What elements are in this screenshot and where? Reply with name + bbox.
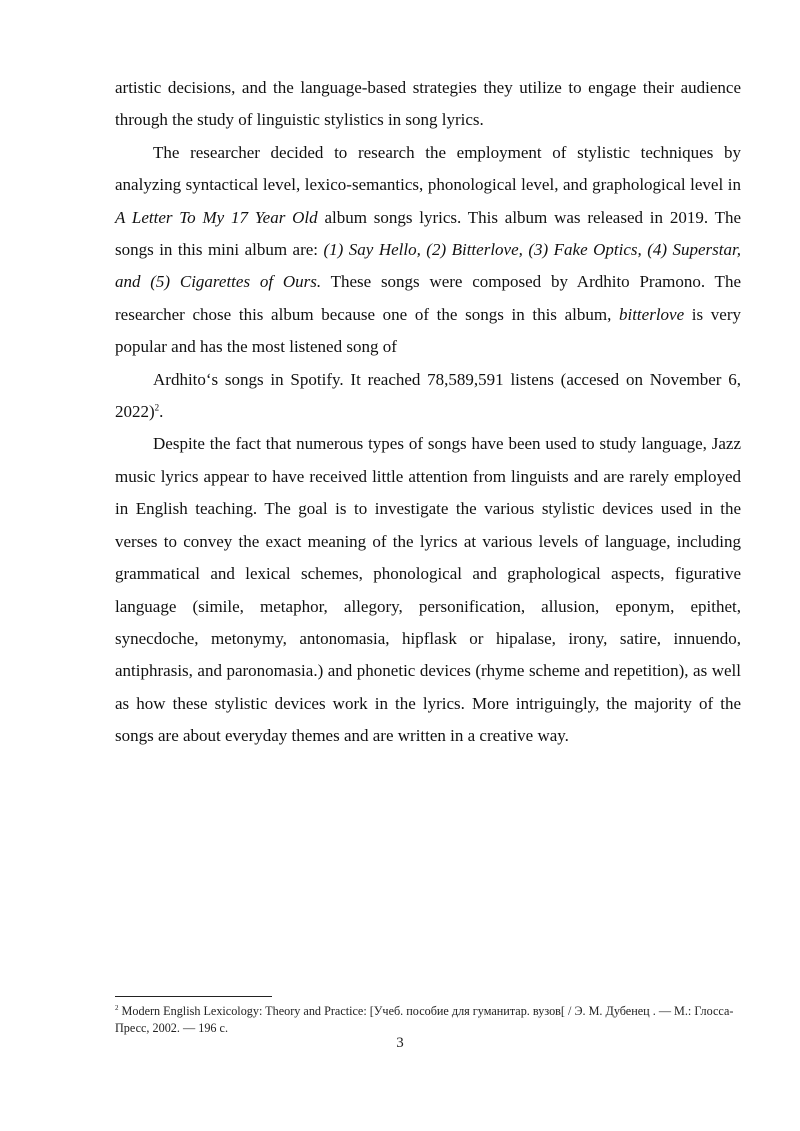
paragraph-1-text: artistic decisions, and the language-based strategies they utilize to engage their audience through the study of linguistic stylistics in song lyrics. [115, 78, 741, 130]
song-highlight: bitterlove [618, 304, 685, 324]
footnote-text: Modern English Lexicology: Theory and Practice: [Учеб. пособие для гуманитар. вузов[ / Э. М. Дубенец . — М.: Глосса-Пресс, 2002. — 196 с. [115, 1004, 734, 1035]
paragraph-2-text-a: The researcher decided to research the employment of stylistic techniques by analyzing syntactical level, lexico-semantics, phonological level, and graphological level in [115, 142, 741, 195]
page-number: 3 [396, 1035, 404, 1051]
paragraph-2 [115, 137, 741, 364]
footnote [115, 1003, 741, 1037]
footnote-marker: 2 [115, 1003, 119, 1012]
paragraph-4-text: Despite the fact that numerous types of songs have been used to study language, Jazz music lyrics appear to have received little attention from linguists and are rarely employed in English teaching. The goal is to investigate the various stylistic devices used in the verses to convey the exact meaning of the lyrics at various levels of language, including grammatical and lexical schemes, phonological and graphological aspects, figurative language (simile, metaphor, allegory, personification, allusion, eponym, epithet, synecdoche, metonymy, antonomasia, hipflask or hipalase, irony, satire, innuendo, antiphrasis, and paronomasia.) and phonetic devices (rhyme scheme and repetition), as well as how these stylistic devices work in the lyrics. More intriguingly, the majority of the songs are about everyday themes and are written in a creative way. [115, 434, 741, 746]
paragraph-3-end: . [159, 402, 164, 422]
paragraph-3 [115, 364, 741, 429]
footnote-divider [115, 996, 272, 997]
paragraph-2-text-b: album songs lyrics. This album was released in 2019. The songs in this mini album are: [115, 207, 741, 260]
paragraph-1 [115, 72, 741, 137]
footnote-reference[interactable]: 2 [154, 402, 160, 413]
paragraph-2-text-d: is very popular and has the most listened song of [115, 304, 741, 357]
paragraph-4 [115, 428, 741, 752]
paragraph-2-text-c: These songs were composed by Ardhito Pramono. The researcher chose this album because one of the songs in this album, [115, 272, 741, 324]
body-text [115, 72, 741, 753]
paragraph-3-text: Ardhito‘s songs in Spotify. It reached 78,589,591 listens (accesed on November 6, 2022) [115, 369, 741, 422]
song-list: (1) Say Hello, (2) Bitterlove, (3) Fake Optics, (4) Superstar, and (5) Cigarettes of Ours. [115, 240, 741, 292]
album-title: A Letter To My 17 Year Old [115, 207, 318, 227]
